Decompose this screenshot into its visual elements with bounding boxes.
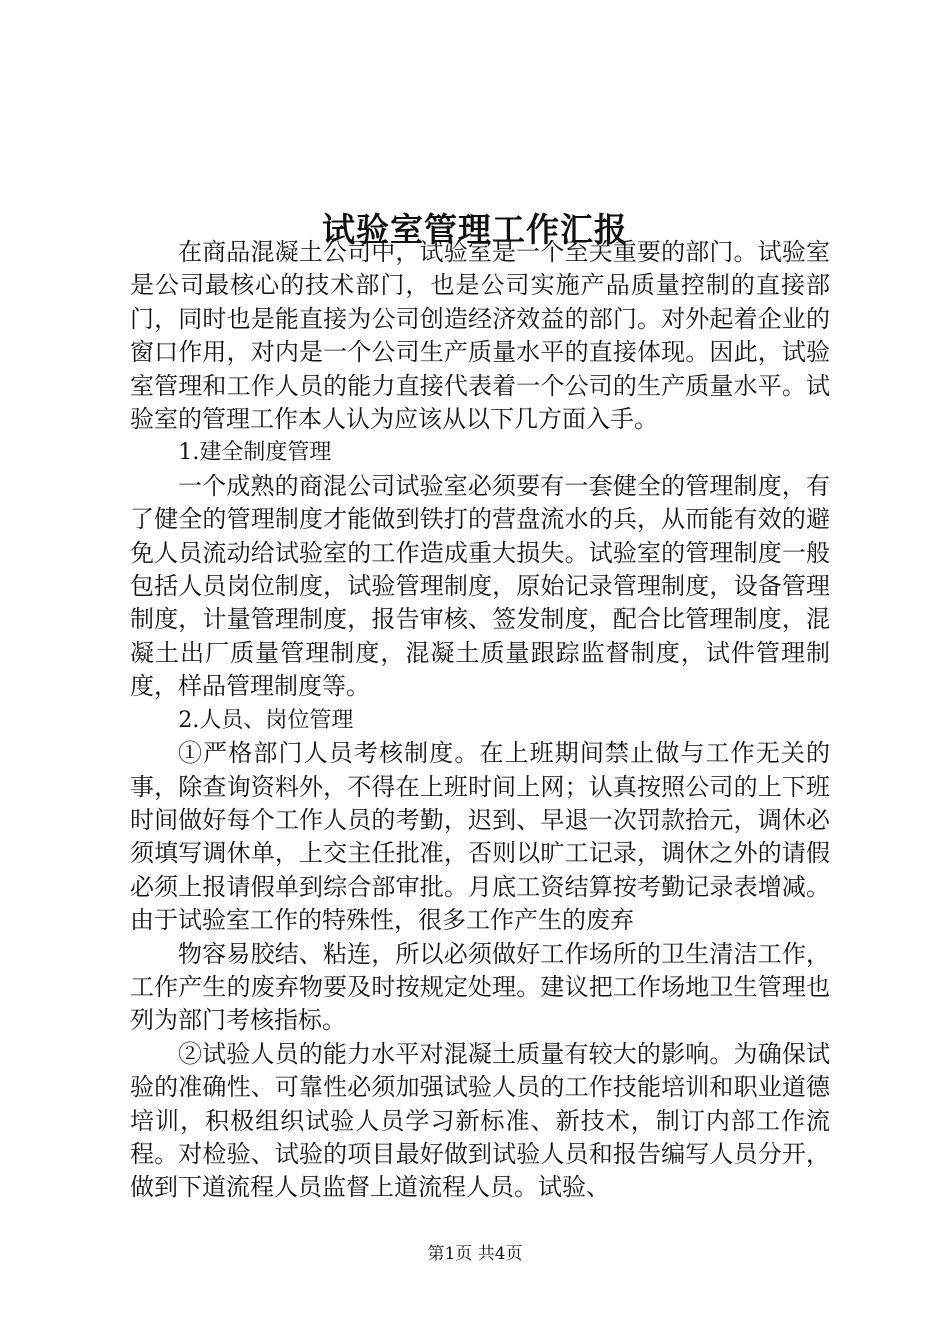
section-heading-system: 1.建全制度管理 — [178, 440, 332, 466]
personnel-paragraph-3: ②试验人员的能力水平对混凝土质量有较大的影响。为确保试验的准确性、可靠性必须加强试验人员的工作技能培训和职业道德培训，积极组织试验人员学习新标准、新技术，制订内部工作流程。对检验、试验的项目最好做到试验人员和报告编写人员分开，做到下道流程人员监督上道流程人员。试验、 — [130, 1039, 830, 1202]
section-heading-personnel: 2.人员、岗位管理 — [178, 707, 354, 733]
personnel-paragraph-1: ①严格部门人员考核制度。在上班期间禁止做与工作无关的事，除查询资料外，不得在上班时间上网；认真按照公司的上下班时间做好每个工作人员的考勤，迟到、早退一次罚款拾元，调休必须填写调休单，上交主任批准，否则以旷工记录，调休之外的请假必须上报请假单到综合部审批。月底工资结算按考勤记录表增减。由于试验室工作的特殊性，很多工作产生的废弃 — [130, 739, 830, 935]
document-title: 试验室管理工作汇报 — [322, 210, 628, 250]
page-number-footer: 第1页 共4页 — [427, 1244, 523, 1264]
personnel-paragraph-2: 物容易胶结、粘连，所以必须做好工作场所的卫生清洁工作，工作产生的废弃物要及时按规定处理。建议把工作场地卫生管理也列为部门考核指标。 — [130, 939, 830, 1035]
system-paragraph: 一个成熟的商混公司试验室必须要有一套健全的管理制度，有了健全的管理制度才能做到铁打的营盘流水的兵，从而能有效的避免人员流动给试验室的工作造成重大损失。试验室的管理制度一般包括人员岗位制度，试验管理制度，原始记录管理制度，设备管理制度，计量管理制度，报告审核、签发制度，配合比管理制度，混凝土出厂质量管理制度，混凝土质量跟踪监督制度，试件管理制度，样品管理制度等。 — [130, 471, 830, 701]
document-body — [130, 236, 830, 1205]
intro-paragraph: 在商品混凝土公司中，试验室是一个至关重要的部门。试验室是公司最核心的技术部门，也是公司实施产品质量控制的直接部门，同时也是能直接为公司创造经济效益的部门。对外起着企业的窗口作用，对内是一个公司生产质量水平的直接体现。因此，试验室管理和工作人员的能力直接代表着一个公司的生产质量水平。试验室的管理工作本人认为应该从以下几方面入手。 — [130, 238, 830, 434]
